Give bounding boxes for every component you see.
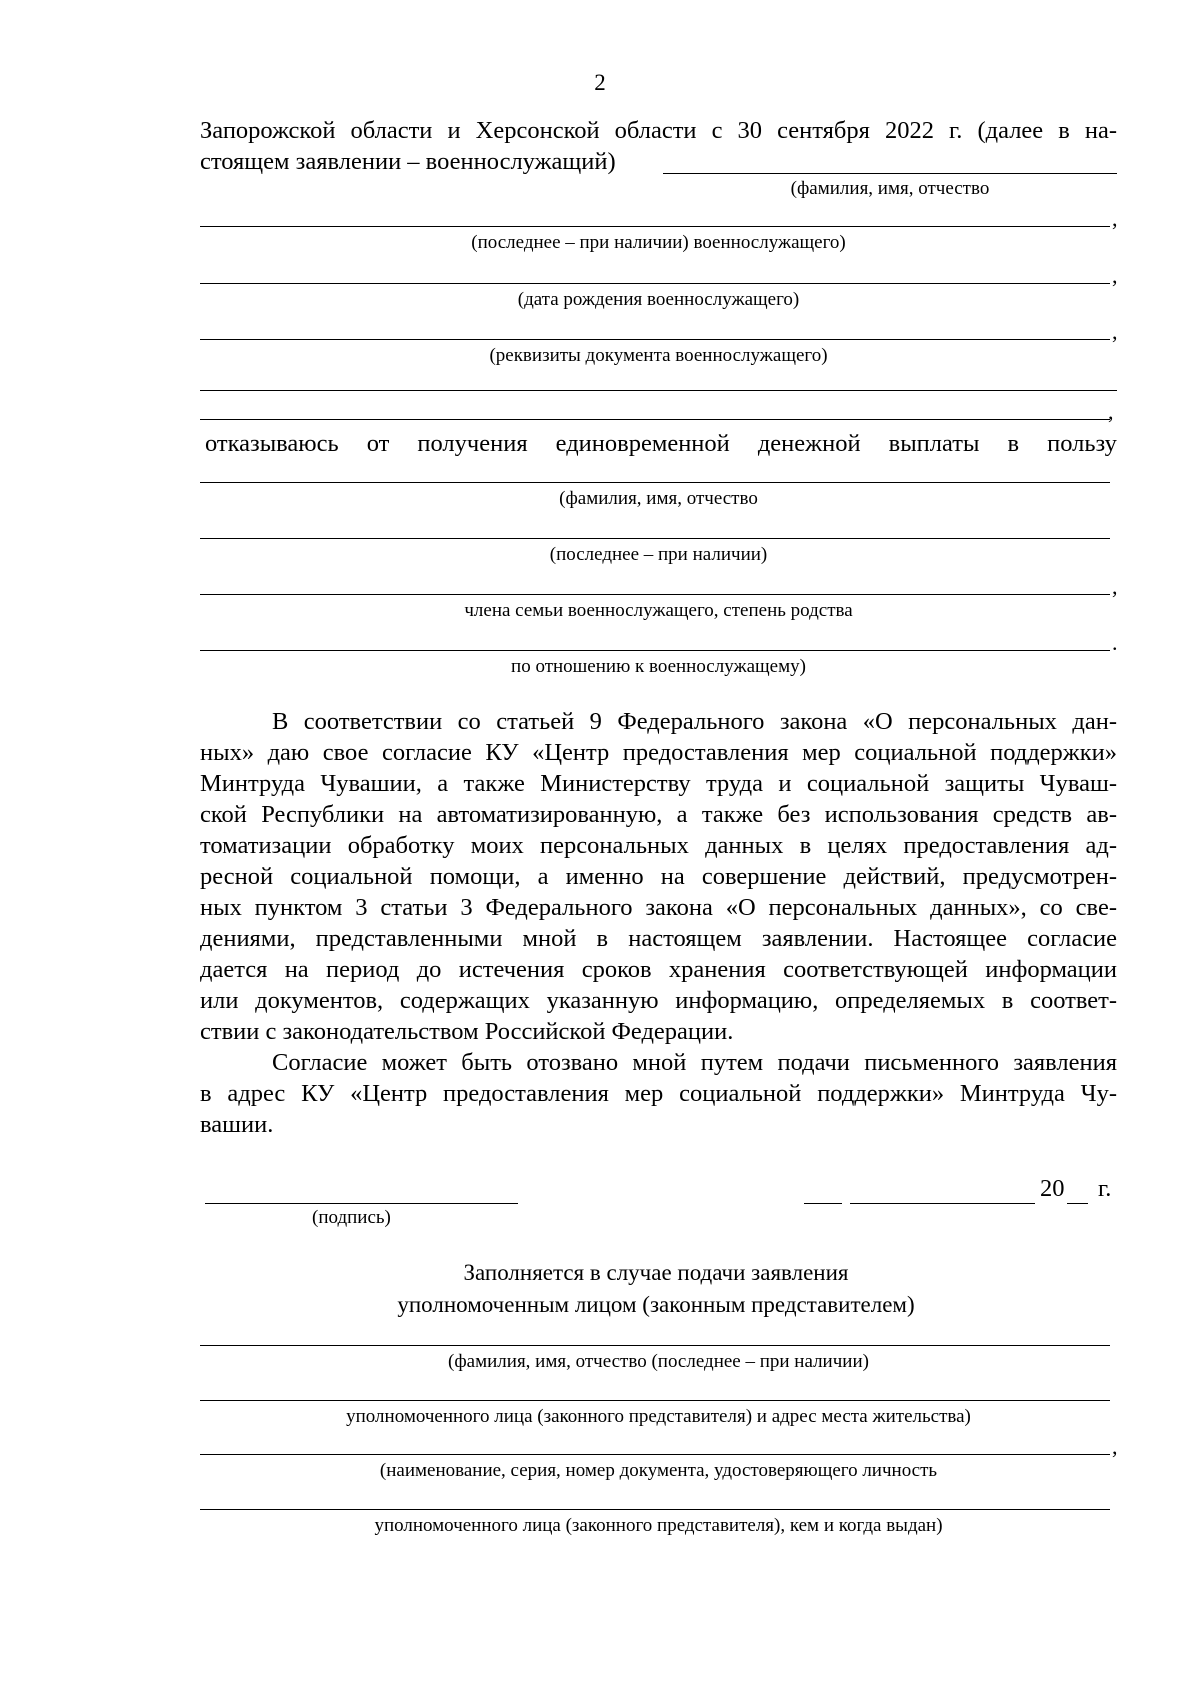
caption-birth-date: (дата рождения военнослужащего) xyxy=(517,289,800,310)
caption-rep-document-issued: уполномоченного лица (законного представителя), кем и когда выдан) xyxy=(374,1515,943,1536)
comma-mark: , xyxy=(1108,399,1114,424)
comma-mark: , xyxy=(1112,263,1118,288)
caption-family-member: члена семьи военнослужащего, степень родства xyxy=(464,600,853,621)
consent-line: ресной социальной помощи, а именно на совершение действий, предусмотрен- xyxy=(200,863,1117,890)
serviceman-birthdate-field[interactable] xyxy=(200,283,1110,284)
consent-line: ствии с законодательством Российской Федерации. xyxy=(200,1018,734,1045)
comma-mark: , xyxy=(1112,574,1118,599)
consent-paragraph xyxy=(200,706,1117,1047)
consent-line: В соответствии со статьей 9 Федерального закона «О персональных дан- xyxy=(272,708,1117,735)
withdrawal-line: вашии. xyxy=(200,1111,274,1138)
caption-fio: (фамилия, имя, отчество xyxy=(790,178,990,199)
caption-rep-fio: (фамилия, имя, отчество (последнее – при наличии) xyxy=(448,1351,869,1372)
withdrawal-line: в адрес КУ «Центр предоставления мер социальной поддержки» Минтруда Чу- xyxy=(200,1080,1117,1107)
consent-line: томатизации обработку моих персональных данных в целях предоставления ад- xyxy=(200,832,1117,859)
refusal-word: от xyxy=(366,430,390,457)
family-member-field[interactable] xyxy=(200,594,1110,595)
page-number: 2 xyxy=(594,70,606,95)
consent-line: дается на период до истечения сроков хранения соответствующей информации xyxy=(200,956,1117,983)
intro-line-2: стоящем заявлении – военнослужащий) xyxy=(200,148,616,175)
refusal-word: получения xyxy=(417,430,528,457)
refusal-word: единовременной xyxy=(555,430,730,457)
representative-heading-line-2: уполномоченным лицом (законным представителем) xyxy=(397,1292,915,1317)
consent-line: ных» даю свое согласие КУ «Центр предоставления мер социальной поддержки» xyxy=(200,739,1117,766)
date-month-field[interactable] xyxy=(850,1203,1035,1204)
signature-field[interactable] xyxy=(205,1203,518,1204)
consent-line: ных пунктом 3 статьи 3 Федерального закона «О персональных данных», со све- xyxy=(200,894,1117,921)
refusal-word: выплаты xyxy=(888,430,980,457)
refusal-line xyxy=(205,428,1117,459)
comma-mark: , xyxy=(1112,206,1118,231)
date-year-suffix: г. xyxy=(1098,1175,1112,1202)
rep-address-field[interactable] xyxy=(200,1400,1110,1401)
consent-line: или документов, содержащих указанную информацию, определяемых в соответ- xyxy=(200,987,1117,1014)
caption-patronymic-serviceman: (последнее – при наличии) военнослужащего) xyxy=(471,232,846,253)
serviceman-document-field-2[interactable] xyxy=(200,390,1117,391)
serviceman-patronymic-field[interactable] xyxy=(200,226,1110,227)
caption-document-details: (реквизиты документа военнослужащего) xyxy=(489,345,828,366)
serviceman-document-field-3[interactable] xyxy=(200,419,1110,420)
period-mark: . xyxy=(1112,630,1118,655)
caption-relation: по отношению к военнослужащему) xyxy=(511,656,806,677)
beneficiary-patronymic-field[interactable] xyxy=(200,538,1110,539)
rep-document-field[interactable] xyxy=(200,1454,1110,1455)
caption-signature: (подпись) xyxy=(312,1207,391,1228)
caption-rep-document: (наименование, серия, номер документа, удостоверяющего личность xyxy=(379,1460,938,1481)
comma-mark: , xyxy=(1112,319,1118,344)
consent-line: дениями, представленными мной в настоящем заявлении. Настоящее согласие xyxy=(200,925,1117,952)
caption-beneficiary-fio: (фамилия, имя, отчество xyxy=(559,488,758,509)
date-day-field[interactable] xyxy=(804,1203,842,1204)
comma-mark: , xyxy=(1112,1434,1118,1459)
serviceman-document-field[interactable] xyxy=(200,339,1110,340)
refusal-word: в xyxy=(1007,430,1020,457)
withdrawal-paragraph xyxy=(200,1047,1117,1140)
refusal-word: пользу xyxy=(1047,430,1117,457)
rep-name-field[interactable] xyxy=(200,1345,1110,1346)
caption-beneficiary-patronymic: (последнее – при наличии) xyxy=(549,544,768,565)
refusal-word: денежной xyxy=(757,430,861,457)
date-year-field[interactable] xyxy=(1067,1203,1088,1204)
intro-line-1: Запорожской области и Херсонской области с 30 сентября 2022 г. (далее в на- xyxy=(200,117,1117,144)
intro-paragraph xyxy=(200,115,1117,146)
refusal-word: отказываюсь xyxy=(205,430,339,457)
consent-line: Минтруда Чувашии, а также Министерству труда и социальной защиты Чуваш- xyxy=(200,770,1117,797)
consent-line: ской Республики на автоматизированную, а также без использования средств ав- xyxy=(200,801,1117,828)
relation-field[interactable] xyxy=(200,650,1110,651)
rep-document-issued-field[interactable] xyxy=(200,1509,1110,1510)
withdrawal-line: Согласие может быть отозвано мной путем подачи письменного заявления xyxy=(272,1049,1117,1076)
serviceman-name-field[interactable] xyxy=(663,173,1117,174)
date-year-prefix: 20 xyxy=(1040,1175,1065,1202)
caption-rep-address: уполномоченного лица (законного представителя) и адрес места жительства) xyxy=(346,1406,971,1427)
representative-heading-line-1: Заполняется в случае подачи заявления xyxy=(463,1260,849,1285)
beneficiary-name-field[interactable] xyxy=(200,482,1110,483)
